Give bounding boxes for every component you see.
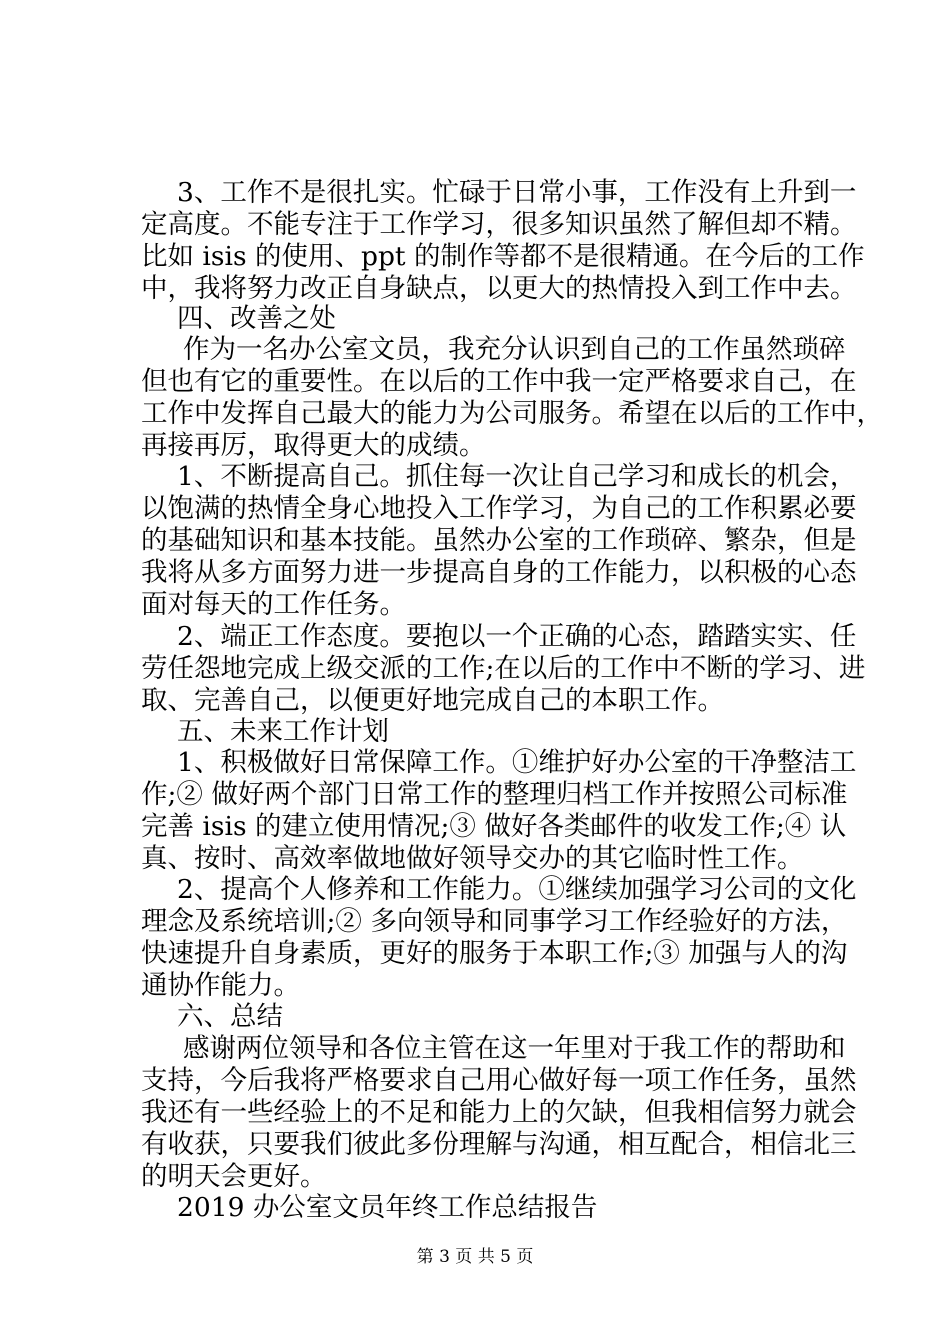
paragraph-line: 作;② 做好两个部门日常工作的整理归档工作并按照公司标准 bbox=[141, 779, 848, 810]
paragraph-line: 作为一名办公室文员，我充分认识到自己的工作虽然琐碎 bbox=[183, 334, 846, 365]
paragraph-line: 再接再厉，取得更大的成绩。 bbox=[141, 430, 486, 461]
paragraph-line: 中，我将努力改正自身缺点，以更大的热情投入到工作中去。 bbox=[141, 273, 857, 304]
paragraph-line: 取、完善自己，以便更好地完成自己的本职工作。 bbox=[141, 685, 724, 716]
paragraph-line: 通协作能力。 bbox=[141, 970, 300, 1001]
paragraph-line: 比如 isis 的使用、ppt 的制作等都不是很精通。在今后的工作 bbox=[141, 241, 865, 272]
paragraph-line: 有收获，只要我们彼此多份理解与沟通，相互配合，相信北三 bbox=[141, 1129, 857, 1160]
paragraph-line: 2、端正工作态度。要抱以一个正确的心态，踏踏实实、任 bbox=[177, 621, 857, 652]
section-heading: 五、未来工作计划 bbox=[177, 716, 389, 747]
paragraph-line: 但也有它的重要性。在以后的工作中我一定严格要求自己，在 bbox=[141, 366, 857, 397]
paragraph-line: 支持，今后我将严格要求自己用心做好每一项工作任务，虽然 bbox=[141, 1065, 857, 1096]
paragraph-line: 定高度。不能专注于工作学习，很多知识虽然了解但却不精。 bbox=[141, 209, 857, 240]
paragraph-line: 以饱满的热情全身心地投入工作学习，为自己的工作积累必要 bbox=[141, 493, 857, 524]
page-number-footer: 第 3 页 共 5 页 bbox=[416, 1247, 534, 1267]
document-title-line: 2019 办公室文员年终工作总结报告 bbox=[177, 1192, 598, 1223]
paragraph-line: 劳任怨地完成上级交派的工作;在以后的工作中不断的学习、进 bbox=[141, 653, 866, 684]
paragraph-line: 的基础知识和基本技能。虽然办公室的工作琐碎、繁杂，但是 bbox=[141, 525, 857, 556]
paragraph-line: 快速提升自身素质，更好的服务于本职工作;③ 加强与人的沟 bbox=[141, 938, 848, 969]
paragraph-line: 1、积极做好日常保障工作。①维护好办公室的干净整洁工 bbox=[177, 747, 857, 778]
paragraph-line: 2、提高个人修养和工作能力。①继续加强学习公司的文化 bbox=[177, 874, 857, 905]
paragraph-line: 真、按时、高效率做地做好领导交办的其它临时性工作。 bbox=[141, 843, 804, 874]
paragraph-line: 面对每天的工作任务。 bbox=[141, 589, 406, 620]
paragraph-line: 的明天会更好。 bbox=[141, 1161, 327, 1192]
paragraph-line: 我将从多方面努力进一步提高自身的工作能力，以积极的心态 bbox=[141, 557, 857, 588]
paragraph-line: 理念及系统培训;② 多向领导和同事学习工作经验好的方法， bbox=[141, 906, 848, 937]
paragraph-line: 工作中发挥自己最大的能力为公司服务。希望在以后的工作中， bbox=[141, 398, 883, 429]
paragraph-line: 我还有一些经验上的不足和能力上的欠缺，但我相信努力就会 bbox=[141, 1097, 857, 1128]
paragraph-line: 完善 isis 的建立使用情况;③ 做好各类邮件的收发工作;④ 认 bbox=[141, 811, 847, 842]
paragraph-line: 1、不断提高自己。抓住每一次让自己学习和成长的机会， bbox=[177, 461, 857, 492]
paragraph-line: 感谢两位领导和各位主管在这一年里对于我工作的帮助和 bbox=[183, 1033, 846, 1064]
paragraph-line: 3、工作不是很扎实。忙碌于日常小事，工作没有上升到一 bbox=[177, 177, 857, 208]
section-heading: 四、改善之处 bbox=[177, 303, 336, 334]
section-heading: 六、总结 bbox=[177, 1001, 283, 1032]
